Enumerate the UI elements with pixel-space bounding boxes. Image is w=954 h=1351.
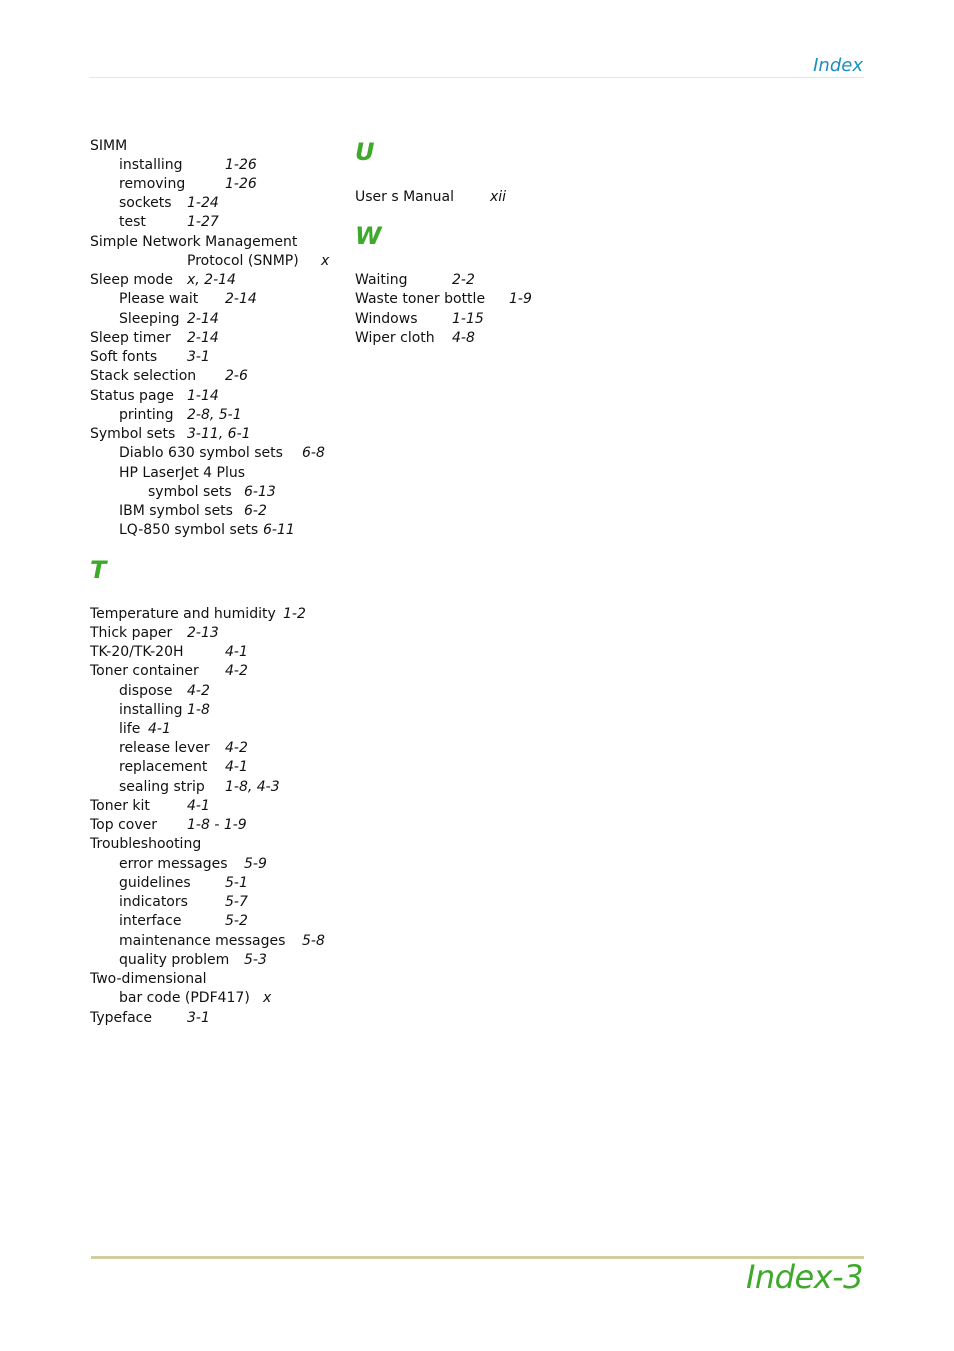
- index-term: LQ-850 symbol sets: [119, 522, 259, 538]
- index-page-ref: 4-2: [225, 740, 248, 756]
- index-page-ref: xii: [490, 189, 507, 205]
- index-page-ref: 1-26: [225, 176, 257, 192]
- index-entry: [90, 464, 390, 483]
- index-term: symbol sets: [148, 484, 232, 500]
- index-page-ref: 6-11: [263, 522, 295, 538]
- index-entry: [90, 912, 390, 931]
- index-entry: [355, 329, 655, 348]
- index-term: bar code (PDF417): [119, 990, 250, 1006]
- index-term: life: [119, 721, 141, 737]
- index-entry: [90, 816, 390, 835]
- index-page-ref: 2-6: [225, 368, 248, 384]
- index-page-ref: 5-3: [244, 952, 267, 968]
- index-term: printing: [119, 407, 174, 423]
- index-term: Thick paper: [90, 625, 173, 641]
- index-term: SIMM: [90, 138, 128, 154]
- index-page-ref: 4-8: [452, 330, 475, 346]
- index-page-ref: x: [321, 253, 330, 269]
- index-term: IBM symbol sets: [119, 503, 233, 519]
- index-entry: [90, 701, 390, 720]
- index-entry: [90, 348, 390, 367]
- index-page-ref: 6-13: [244, 484, 276, 500]
- index-term: installing: [119, 702, 183, 718]
- index-page-ref: 4-2: [225, 663, 248, 679]
- index-page-ref: 1-15: [452, 311, 484, 327]
- index-term: Sleep mode: [90, 272, 174, 288]
- index-page-ref: 1-26: [225, 157, 257, 173]
- index-term: sealing strip: [119, 779, 205, 795]
- index-term: Waste toner bottle: [355, 291, 486, 307]
- index-entry: [90, 175, 390, 194]
- index-entry: [90, 778, 390, 797]
- header-rule: [89, 77, 864, 78]
- index-entry: [90, 970, 390, 989]
- index-entry: [90, 444, 390, 463]
- index-entry: [355, 310, 655, 329]
- index-page-ref: 4-1: [148, 721, 171, 737]
- index-page-ref: x, 2-14: [187, 272, 236, 288]
- index-entry: [90, 252, 390, 271]
- index-page-ref: 1-2: [283, 606, 306, 622]
- index-term: Simple Network Management: [90, 234, 298, 250]
- index-page-ref: 2-14: [187, 330, 219, 346]
- index-page-ref: 2-13: [187, 625, 219, 641]
- index-term: guidelines: [119, 875, 191, 891]
- index-term: replacement: [119, 759, 208, 775]
- index-page-ref: 2-2: [452, 272, 475, 288]
- index-term: Diablo 630 symbol sets: [119, 445, 283, 461]
- index-entry: [90, 989, 390, 1008]
- running-header-title: Index: [813, 55, 863, 76]
- index-entry: [90, 893, 390, 912]
- index-entry: [90, 329, 390, 348]
- index-page-ref: x: [263, 990, 272, 1006]
- index-term: release lever: [119, 740, 210, 756]
- index-page-ref: 5-2: [225, 913, 248, 929]
- index-page-ref: 2-8, 5-1: [187, 407, 242, 423]
- index-page-ref: 1-14: [187, 388, 219, 404]
- index-entry: [90, 758, 390, 777]
- index-page-ref: 1-8, 4-3: [225, 779, 280, 795]
- index-entry: [90, 739, 390, 758]
- index-term: Wiper cloth: [355, 330, 435, 346]
- index-page-ref: 5-9: [244, 856, 267, 872]
- index-entry: [90, 662, 390, 681]
- section-letter: U: [355, 138, 375, 166]
- index-entry: [90, 502, 390, 521]
- index-entry: [90, 367, 390, 386]
- index-page-ref: 5-1: [225, 875, 248, 891]
- index-entry: [355, 271, 655, 290]
- index-entry: [90, 605, 390, 624]
- index-page-ref: 1-8: [187, 702, 210, 718]
- index-term: Sleep timer: [90, 330, 171, 346]
- index-entry: [90, 425, 390, 444]
- index-entry: [90, 1009, 390, 1028]
- index-page-ref: 1-24: [187, 195, 219, 211]
- index-term: Typeface: [90, 1010, 152, 1026]
- index-term: Two-dimensional: [90, 971, 207, 987]
- index-term: maintenance messages: [119, 933, 286, 949]
- index-entry: [355, 290, 655, 309]
- index-term: dispose: [119, 683, 173, 699]
- index-page-ref: 4-1: [225, 644, 248, 660]
- index-entry: [90, 643, 390, 662]
- index-term: Symbol sets: [90, 426, 176, 442]
- index-entry: [90, 874, 390, 893]
- index-page-ref: 3-1: [187, 349, 210, 365]
- index-term: Toner kit: [90, 798, 150, 814]
- index-page-ref: 3-1: [187, 1010, 210, 1026]
- index-entry: [90, 310, 390, 329]
- index-term: Waiting: [355, 272, 408, 288]
- index-term: error messages: [119, 856, 228, 872]
- index-term: Sleeping: [119, 311, 180, 327]
- index-page-ref: 1-9: [509, 291, 532, 307]
- index-page-ref: 6-2: [244, 503, 267, 519]
- index-entry: [90, 406, 390, 425]
- index-entry: [90, 271, 390, 290]
- index-page-ref: 3-11, 6-1: [187, 426, 251, 442]
- index-term: quality problem: [119, 952, 230, 968]
- index-entry: [90, 932, 390, 951]
- index-entry: [90, 233, 390, 252]
- index-entry: [90, 483, 390, 502]
- index-page-ref: 2-14: [225, 291, 257, 307]
- index-term: indicators: [119, 894, 188, 910]
- index-entry: [90, 290, 390, 309]
- index-term: Status page: [90, 388, 175, 404]
- index-entry: [90, 194, 390, 213]
- index-page-ref: 4-2: [187, 683, 210, 699]
- index-entry: [90, 855, 390, 874]
- index-page-ref: 1-27: [187, 214, 219, 230]
- index-entry: [90, 387, 390, 406]
- section-letter: W: [355, 222, 382, 250]
- index-term: test: [119, 214, 146, 230]
- index-page-ref: 4-1: [187, 798, 210, 814]
- page-number: Index-3: [745, 1258, 863, 1296]
- index-page-ref: 6-8: [302, 445, 325, 461]
- index-entry: [355, 188, 655, 207]
- index-entry: [90, 797, 390, 816]
- index-term: Protocol (SNMP): [187, 253, 299, 269]
- index-entry: [90, 213, 390, 232]
- index-term: removing: [119, 176, 186, 192]
- index-term: interface: [119, 913, 182, 929]
- index-term: Toner container: [90, 663, 199, 679]
- index-entry: [90, 137, 390, 156]
- index-page-ref: 5-7: [225, 894, 248, 910]
- index-term: Top cover: [90, 817, 157, 833]
- section-letter: T: [90, 556, 107, 584]
- index-page-ref: 1-8 - 1-9: [187, 817, 247, 833]
- index-term: HP LaserJet 4 Plus: [119, 465, 245, 481]
- index-entry: [90, 521, 390, 540]
- index-entry: [90, 835, 390, 854]
- index-term: Soft fonts: [90, 349, 158, 365]
- index-entry: [90, 720, 390, 739]
- index-page-ref: 2-14: [187, 311, 219, 327]
- index-term: Troubleshooting: [90, 836, 202, 852]
- index-term: Please wait: [119, 291, 199, 307]
- index-entry: [90, 951, 390, 970]
- index-term: Stack selection: [90, 368, 197, 384]
- index-page-ref: 4-1: [225, 759, 248, 775]
- index-term: User s Manual: [355, 189, 454, 205]
- index-term: sockets: [119, 195, 172, 211]
- index-entry: [90, 624, 390, 643]
- index-term: TK-20/TK-20H: [90, 644, 184, 660]
- index-entry: [90, 682, 390, 701]
- index-term: installing: [119, 157, 183, 173]
- index-term: Temperature and humidity: [90, 606, 276, 622]
- index-page-ref: 5-8: [302, 933, 325, 949]
- index-term: Windows: [355, 311, 418, 327]
- index-entry: [90, 156, 390, 175]
